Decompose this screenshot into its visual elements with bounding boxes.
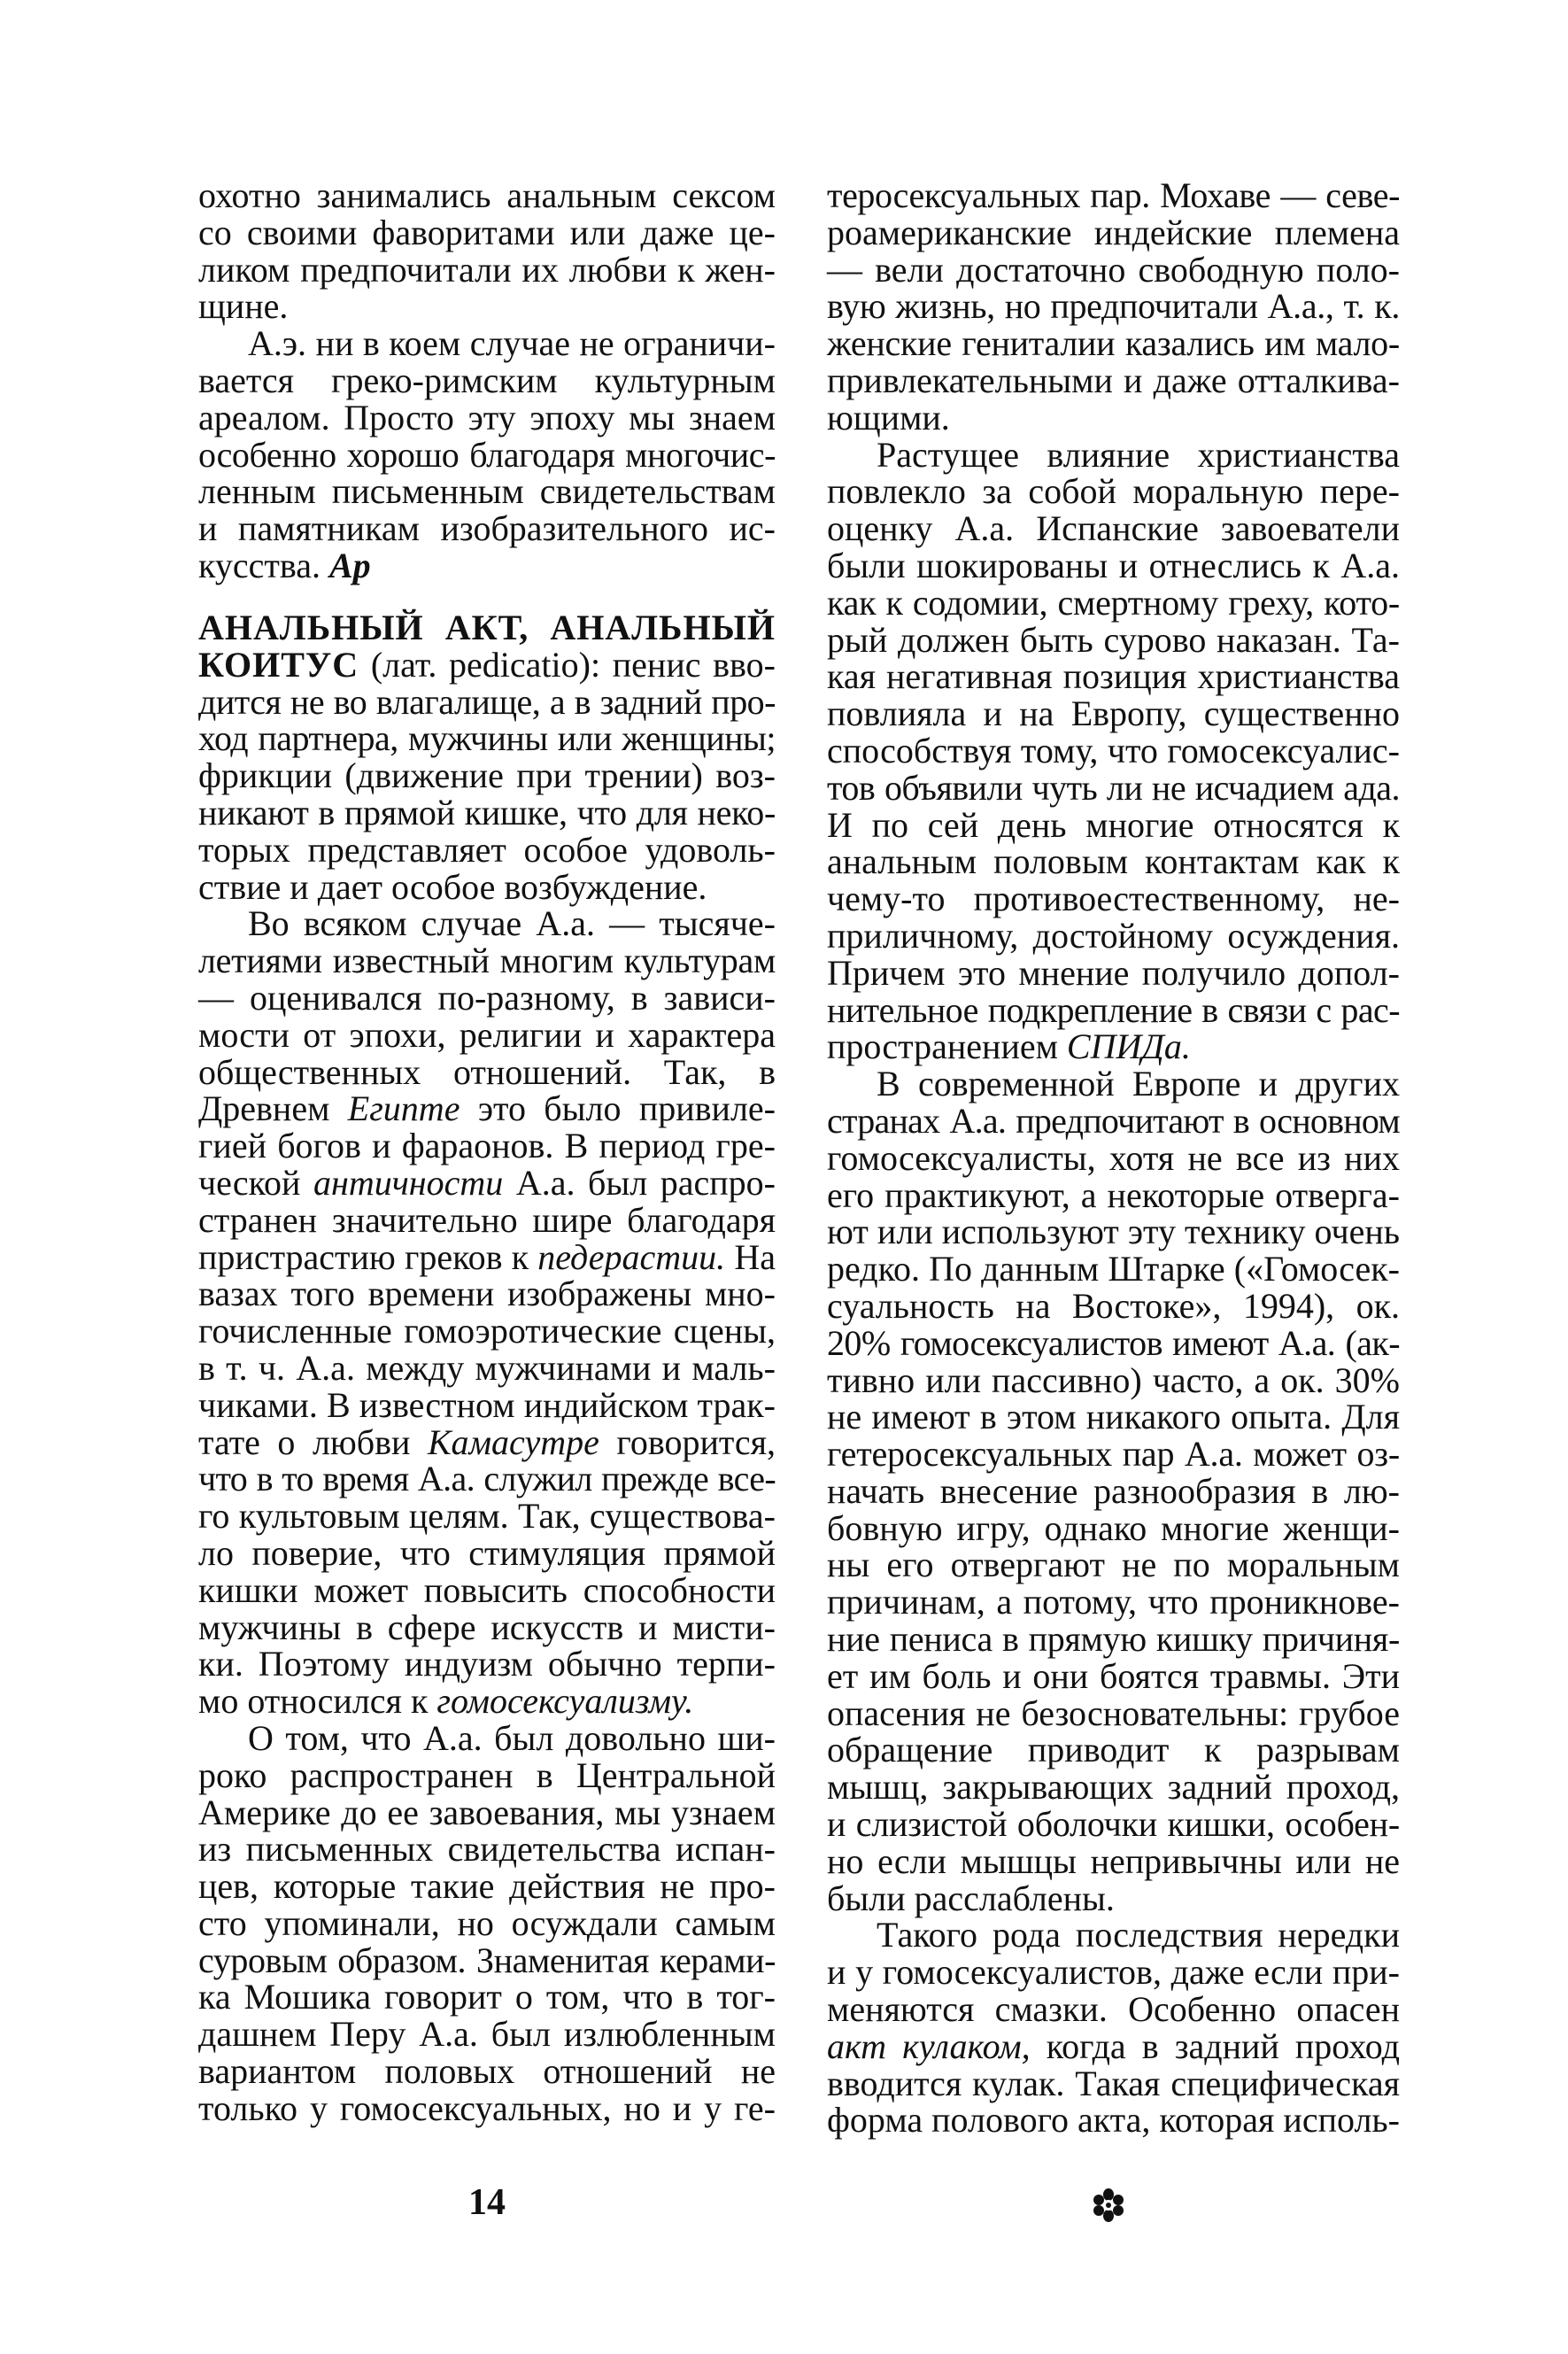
- text-segment: опасения не безосновательны: грубое: [827, 1692, 1400, 1733]
- text-line: [827, 880, 1400, 918]
- text-segment: ствие и дает особое возбуждение.: [198, 866, 707, 907]
- text-segment: общественных отношений. Так, в: [198, 1051, 776, 1092]
- cross-reference: античности: [313, 1162, 504, 1203]
- text-line: [198, 249, 776, 290]
- text-line: [827, 1028, 1400, 1065]
- text-line: [827, 1322, 1400, 1363]
- text-segment: пространением: [827, 1026, 1067, 1067]
- text-segment: ки. Поэтому индуизм обычно терпи-: [198, 1644, 776, 1684]
- text-line: [198, 362, 776, 399]
- text-segment: — вели достаточно свободную поло-: [827, 249, 1400, 290]
- text-line: [198, 609, 776, 647]
- text-segment: На: [725, 1236, 776, 1277]
- text-line: [827, 325, 1400, 362]
- text-line: [827, 1840, 1400, 1881]
- text-line: [827, 1621, 1400, 1658]
- text-line: [827, 732, 1400, 770]
- text-segment: дашнем Перу А.а. был излюбленным: [198, 2014, 776, 2055]
- text-segment: были шокированы и отнеслись к А.а.: [827, 545, 1400, 585]
- text-segment: Такого рода последствия нередки: [877, 1915, 1400, 1955]
- text-segment: меняются смазки. Особенно опасен: [827, 1989, 1400, 2030]
- text-line: [827, 1954, 1400, 1991]
- text-line: [198, 1794, 776, 1831]
- text-line: [198, 720, 776, 757]
- text-line: [827, 1285, 1400, 1326]
- text-segment: приличному, достойному осуждения.: [827, 915, 1400, 956]
- paragraph: [198, 325, 776, 585]
- text-line: [198, 1645, 776, 1683]
- cross-reference: СПИДа.: [1066, 1026, 1191, 1067]
- text-line: [198, 2053, 776, 2090]
- text-segment: со своими фаворитами или даже це-: [198, 212, 776, 252]
- text-line: [198, 1717, 776, 1758]
- text-line: [827, 695, 1400, 732]
- text-line: [827, 1731, 1400, 1769]
- text-line: [827, 915, 1400, 956]
- text-segment: ческой: [198, 1162, 313, 1203]
- text-line: [827, 1546, 1400, 1584]
- text-segment: вазах того времени изображены мно-: [198, 1274, 776, 1314]
- text-line: [827, 249, 1400, 290]
- text-line: [827, 547, 1400, 585]
- text-segment: и слизистой оболочки кишки, особен-: [827, 1804, 1400, 1845]
- text-segment: ход партнера, мужчины или женщины;: [198, 718, 776, 759]
- text-segment: и у гомосексуалистов, даже если при-: [827, 1952, 1400, 1993]
- text-line: [198, 1199, 776, 1240]
- right-column-text: [827, 177, 1400, 2139]
- text-line: [827, 1769, 1400, 1806]
- text-segment: мужчины в сфере искусств и мисти-: [198, 1607, 776, 1647]
- left-column-entry-anal-act: [198, 609, 776, 2127]
- text-line: [198, 177, 776, 214]
- text-segment: нительное подкрепление в связи с рас-: [827, 989, 1400, 1030]
- paragraph: [827, 1065, 1400, 1916]
- text-segment: тов объявили чуть ли не исчадием ада.: [827, 767, 1400, 808]
- text-segment: как к содомии, смертному греху, кото-: [827, 582, 1400, 623]
- text-segment: — оценивался по-разному, в зависи-: [198, 977, 776, 1018]
- text-line: [198, 1275, 776, 1313]
- text-segment: Во всяком случае А.а. — тысяче-: [248, 903, 776, 944]
- text-segment: А.а. был распро-: [503, 1162, 776, 1203]
- text-segment: вую жизнь, но предпочитали А.а., т. к.: [827, 286, 1400, 327]
- text-segment: форма полового акта, которая исполь-: [827, 2100, 1400, 2141]
- text-segment: только у гомосексуальных, но и у ге-: [198, 2087, 776, 2128]
- text-segment: Америке до ее завоевания, мы узнаем: [198, 1792, 776, 1832]
- paragraph: [827, 1916, 1400, 2139]
- text-line: [198, 1460, 776, 1498]
- text-line: [827, 658, 1400, 695]
- text-segment: суровым образом. Знаменитая керами-: [198, 1940, 776, 1980]
- text-segment: в т. ч. А.а. между мужчинами и маль-: [198, 1347, 776, 1388]
- text-line: [198, 644, 776, 685]
- text-line: [198, 2016, 776, 2053]
- text-segment: не имеют в этом никакого опыта. Для: [827, 1397, 1400, 1437]
- text-segment: вводится кулак. Такая специфическая: [827, 2063, 1400, 2103]
- text-segment: ны его отвергают не по моральным: [827, 1545, 1400, 1585]
- text-line: [198, 547, 776, 585]
- text-line: [198, 1014, 776, 1055]
- text-line: [198, 2087, 776, 2128]
- text-line: [198, 434, 776, 475]
- text-line: [198, 794, 776, 832]
- text-line: [827, 510, 1400, 547]
- text-segment: чему-то противоестественному, не-: [827, 879, 1400, 919]
- text-segment: это было привиле-: [460, 1088, 776, 1129]
- text-line: [827, 989, 1400, 1030]
- text-line: [827, 1174, 1400, 1215]
- text-segment: но если мышцы непривычны или не: [827, 1840, 1400, 1881]
- text-line: [827, 399, 1400, 437]
- text-segment: никают в прямой кишке, что для неко-: [198, 792, 776, 832]
- text-line: [827, 1806, 1400, 1843]
- text-line: [827, 1655, 1400, 1696]
- text-segment: О том, что А.а. был довольно ши-: [248, 1717, 776, 1758]
- text-segment: гией богов и фараонов. В период гре-: [198, 1126, 776, 1166]
- text-segment: 20% гомосексуалистов имеют А.а. (ак-: [827, 1322, 1400, 1363]
- text-segment: мышц, закрывающих задний проход,: [827, 1767, 1400, 1808]
- text-segment: женские гениталии казались им мало-: [827, 323, 1400, 364]
- text-line: [827, 1137, 1400, 1178]
- text-line: [198, 1051, 776, 1092]
- text-line: [827, 1916, 1400, 1954]
- text-segment: гомосексуалисты, хотя не все из них: [827, 1137, 1400, 1178]
- text-segment: торых представляет особое удоволь-: [198, 829, 776, 870]
- text-line: [827, 952, 1400, 993]
- text-line: [198, 1127, 776, 1165]
- text-line: [198, 942, 776, 980]
- text-segment: щине.: [198, 286, 289, 327]
- text-segment: кусства.: [198, 545, 329, 585]
- text-line: [827, 288, 1400, 325]
- text-line: [827, 1251, 1400, 1288]
- text-segment: Растущее влияние христианства: [877, 434, 1400, 475]
- cross-reference: акт кулаком,: [827, 2025, 1031, 2066]
- text-segment: ет им боль и они боятся травмы. Эти: [827, 1655, 1400, 1696]
- text-line: [198, 325, 776, 362]
- text-segment: кая негативная позиция христианства: [827, 656, 1400, 697]
- text-segment: мо относился к: [198, 1681, 437, 1722]
- text-line: [827, 1470, 1400, 1511]
- text-segment: обращение приводит к разрывам: [827, 1730, 1400, 1770]
- text-line: [198, 1313, 776, 1350]
- text-line: [198, 1532, 776, 1573]
- text-segment: теросексуальных пар. Мохаве — севе-: [827, 175, 1400, 215]
- text-line: [198, 1498, 776, 1535]
- text-line: [198, 1569, 776, 1610]
- text-line: [198, 214, 776, 252]
- text-line: [198, 1831, 776, 1868]
- text-segment: летиями известный многим культурам: [198, 941, 776, 981]
- text-segment: ка Мошика говорит о том, что в тог-: [198, 1977, 776, 2017]
- cross-reference: Камасутре: [427, 1421, 599, 1462]
- text-line: [198, 977, 776, 1018]
- text-line: [198, 829, 776, 870]
- cross-reference: педерастии.: [537, 1236, 726, 1277]
- text-segment: сто упоминали, но осуждали самым: [198, 1902, 776, 1943]
- text-segment: чиками. В известном индийском трак-: [198, 1384, 776, 1425]
- text-line: [198, 1868, 776, 1905]
- text-line: [198, 1683, 776, 1720]
- text-line: [198, 866, 776, 907]
- text-line: [198, 1754, 776, 1795]
- text-line: [198, 1347, 776, 1388]
- text-segment: тате о любви: [198, 1421, 428, 1462]
- text-segment: ареалом. Просто эту эпоху мы знаем: [198, 397, 776, 438]
- text-segment: особенно хорошо благодаря многочис-: [198, 434, 776, 475]
- text-segment: ющими.: [827, 397, 950, 438]
- text-segment: ют или используют эту технику очень: [827, 1212, 1400, 1252]
- text-line: [827, 619, 1400, 660]
- text-segment: Древнем: [198, 1088, 348, 1129]
- text-segment: начать внесение разнообразия в лю-: [827, 1470, 1400, 1511]
- flower-ornament-icon: [1093, 2188, 1124, 2223]
- left-column-continuation: [198, 177, 776, 585]
- text-line: [827, 1991, 1400, 2028]
- text-segment: его практикуют, а некоторые отверга-: [827, 1174, 1400, 1215]
- text-line: [198, 757, 776, 794]
- text-line: [827, 2102, 1400, 2139]
- text-line: [827, 362, 1400, 399]
- text-segment: повлияла и на Европу, существенно: [827, 693, 1400, 734]
- text-line: [827, 582, 1400, 623]
- text-segment: пристрастию греков к: [198, 1236, 538, 1277]
- text-segment: привлекательными и даже отталкива-: [827, 360, 1400, 400]
- text-line: [827, 1692, 1400, 1733]
- text-segment: что в то время А.а. служил прежде все-: [198, 1459, 776, 1499]
- text-line: [198, 399, 776, 437]
- text-line: [198, 473, 776, 510]
- text-segment: охотно занимались анальным сексом: [198, 175, 776, 215]
- text-segment: повлекло за собой моральную пере-: [827, 471, 1400, 512]
- text-line: [827, 843, 1400, 880]
- text-segment: когда в задний проход: [1030, 2025, 1400, 2066]
- text-line: [827, 1065, 1400, 1103]
- text-segment: тивно или пассивно) часто, а ок. 30%: [827, 1359, 1400, 1400]
- text-segment: го культовым целям. Так, существова-: [198, 1496, 776, 1537]
- text-segment: ликом предпочитали их любви к жен-: [198, 249, 776, 290]
- text-segment: ние пениса в прямую кишку причиня-: [827, 1619, 1400, 1660]
- paragraph: [827, 177, 1400, 437]
- text-segment: из письменных свидетельства испан-: [198, 1829, 776, 1870]
- text-line: [198, 905, 776, 942]
- text-line: [198, 1090, 776, 1127]
- text-segment: (лат. pedicatio): пенис вво-: [359, 644, 776, 685]
- text-segment: странен значительно шире благодаря: [198, 1199, 776, 1240]
- entry-headword: АНАЛЬНЫЙ АКТ, АНАЛЬНЫЙ: [198, 608, 776, 647]
- text-segment: цев, которые такие действия не про-: [198, 1866, 776, 1907]
- text-line: [198, 1978, 776, 2016]
- text-line: [827, 767, 1400, 808]
- text-line: [827, 1584, 1400, 1621]
- text-line: [198, 1902, 776, 1943]
- text-line: [198, 1942, 776, 1979]
- text-line: [827, 473, 1400, 510]
- text-segment: редко. По данным Штарке («Гомосек-: [827, 1249, 1400, 1289]
- text-segment: ленным письменным свидетельствам: [198, 471, 776, 512]
- page-number: 14: [468, 2182, 506, 2223]
- text-segment: вается греко-римским культурным: [198, 360, 776, 400]
- text-segment: гетеросексуальных пар А.а. может оз-: [827, 1434, 1400, 1475]
- text-segment: мости от эпохи, религии и характера: [198, 1014, 776, 1055]
- text-line: [198, 1421, 776, 1462]
- text-segment: бовную игру, однако многие женщи-: [827, 1507, 1400, 1548]
- author-initials: Ар: [328, 545, 371, 585]
- text-line: [198, 681, 776, 722]
- text-line: [827, 434, 1400, 475]
- text-segment: рый должен быть сурово наказан. Та-: [827, 619, 1400, 660]
- text-segment: В современной Европе и других: [877, 1064, 1400, 1104]
- text-segment: И по сей день многие относятся к: [827, 804, 1400, 845]
- text-line: [827, 1507, 1400, 1548]
- text-line: [198, 288, 776, 325]
- text-line: [827, 1213, 1400, 1251]
- entry-headword: КОИТУС: [198, 644, 359, 685]
- text-segment: суальность на Востоке», 1994), ок.: [827, 1285, 1400, 1326]
- text-segment: роамериканские индейские племена: [827, 212, 1400, 252]
- text-segment: гочисленные гомоэротические сцены,: [198, 1311, 776, 1351]
- text-segment: А.э. ни в коем случае не ограничи-: [248, 323, 776, 364]
- text-segment: способствуя тому, что гомосексуалис-: [827, 730, 1400, 770]
- dictionary-entry: [198, 609, 776, 905]
- text-line: [198, 510, 776, 547]
- text-line: [827, 804, 1400, 845]
- text-segment: причинам, а потому, что проникнове-: [827, 1582, 1400, 1622]
- text-line: [827, 1359, 1400, 1400]
- cross-reference: гомосексуализму.: [436, 1681, 694, 1722]
- text-line: [827, 214, 1400, 252]
- text-segment: дится не во влагалище, а в задний про-: [198, 681, 776, 722]
- text-segment: ло поверие, что стимуляция прямой: [198, 1532, 776, 1573]
- paragraph: [198, 177, 776, 325]
- text-line: [198, 1384, 776, 1425]
- text-segment: и памятникам изобразительного ис-: [198, 508, 776, 549]
- text-line: [827, 2065, 1400, 2102]
- text-line: [198, 1236, 776, 1277]
- paragraph: [827, 434, 1400, 1067]
- text-line: [198, 1609, 776, 1646]
- text-segment: были расслаблены.: [827, 1878, 1115, 1918]
- text-segment: странах А.а. предпочитают в основном: [827, 1100, 1400, 1141]
- text-segment: говорится,: [599, 1421, 776, 1462]
- text-line: [827, 177, 1400, 214]
- text-line: [827, 2025, 1400, 2066]
- text-segment: фрикции (движение при трении) воз-: [198, 755, 776, 796]
- text-line: [827, 1880, 1400, 1917]
- text-line: [827, 1398, 1400, 1436]
- text-segment: вариантом половых отношений не: [198, 2051, 776, 2092]
- paragraph: [198, 905, 776, 1720]
- text-segment: анальным половым контактам как к: [827, 841, 1400, 882]
- text-line: [827, 1100, 1400, 1141]
- text-segment: роко распространен в Центральной: [198, 1754, 776, 1795]
- text-segment: Причем это мнение получило допол-: [827, 952, 1400, 993]
- text-segment: кишки может повысить способности: [198, 1569, 776, 1610]
- paragraph: [198, 1717, 776, 2128]
- text-line: [827, 1436, 1400, 1473]
- cross-reference: Египте: [347, 1088, 460, 1129]
- text-line: [198, 1162, 776, 1203]
- text-segment: оценку А.а. Испанские завоеватели: [827, 508, 1400, 549]
